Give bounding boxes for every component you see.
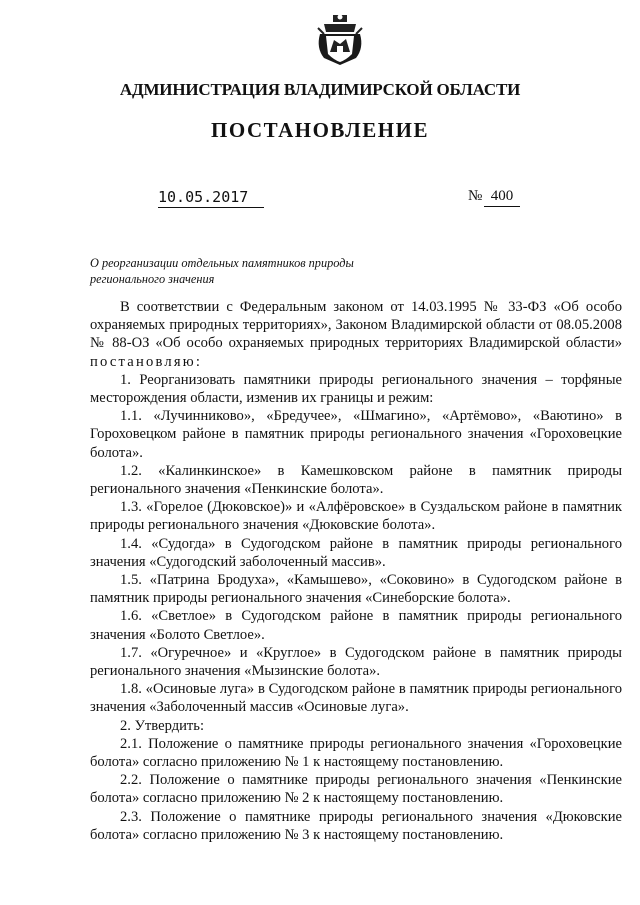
- body-paragraph: 1.3. «Горелое (Дюковское)» и «Алфёровское» в Суздальском районе в памятник природы регионального значения «Дюковские болота».: [90, 499, 622, 534]
- body-paragraph: 1.4. «Судогда» в Судогодском районе в памятник природы регионального значения «Судогодский заболоченный массив».: [90, 535, 622, 570]
- subject-line: О реорганизации отдельных памятников природы: [90, 256, 354, 270]
- body-paragraph: 1.7. «Огуречное» и «Круглое» в Судогодском районе в памятник природы регионального значения «Мызинские болота».: [90, 644, 622, 680]
- document-body: [90, 298, 622, 844]
- document-subject: [90, 255, 390, 287]
- body-paragraph: 2. Утвердить:: [120, 717, 205, 734]
- subject-line: регионального значения: [90, 272, 215, 286]
- body-paragraph: 1.1. «Лучинниково», «Бредучее», «Шмагино», «Артёмово», «Ваютино» в Гороховецком районе в памятник природы регионального значения «Гороховецкие болота».: [90, 408, 622, 461]
- body-paragraph: 2.3. Положение о памятнике природы регионального значения «Дюковские болота» согласно приложению № 3 к настоящему постановлению.: [90, 808, 622, 843]
- document-date: 10.05.2017: [158, 188, 264, 208]
- body-paragraph: 1.5. «Патрина Бродуха», «Камышево», «Соковино» в Судогодском районе в памятник природы регионального значения «Синеборские болота».: [90, 572, 622, 607]
- organization-name: АДМИНИСТРАЦИЯ ВЛАДИМИРСКОЙ ОБЛАСТИ: [119, 80, 521, 99]
- body-paragraph: 1.6. «Светлое» в Судогодском районе в памятник природы регионального значения «Болото Светлое».: [90, 608, 622, 643]
- body-paragraph: 2.1. Положение о памятнике природы регионального значения «Гороховецкие болота» согласно приложению № 1 к настоящему постановлению.: [90, 735, 622, 771]
- body-paragraph: 2.2. Положение о памятнике природы регионального значения «Пенкинские болота» согласно приложению № 2 к настоящему постановлению.: [90, 772, 622, 807]
- resolves-word: постановляю:: [90, 353, 203, 370]
- document-type-title: ПОСТАНОВЛЕНИЕ: [211, 118, 429, 142]
- preamble-paragraph: [90, 298, 622, 371]
- document-number-label: №: [468, 188, 483, 204]
- coat-of-arms-emblem: [316, 14, 364, 66]
- body-paragraph: 1. Реорганизовать памятники природы регионального значения – торфяные месторождения области, изменив их границы и режим:: [90, 371, 622, 407]
- body-paragraph: 1.8. «Осиновые луга» в Судогодском районе в памятник природы регионального значения «Заболоченный массив «Осиновые луга».: [90, 681, 622, 716]
- body-paragraph: 1.2. «Калинкинское» в Камешковском районе в памятник природы регионального значения «Пенкинские болота».: [90, 462, 622, 498]
- preamble-text: В соответствии с Федеральным законом от 14.03.1995 № 33-ФЗ «Об особо охраняемых природных территориях», Законом Владимирской области от 08.05.2008 № 88-ОЗ «Об особо охраняемых природных территориях Владимирской области»: [90, 299, 622, 352]
- document-number: 400: [484, 188, 520, 207]
